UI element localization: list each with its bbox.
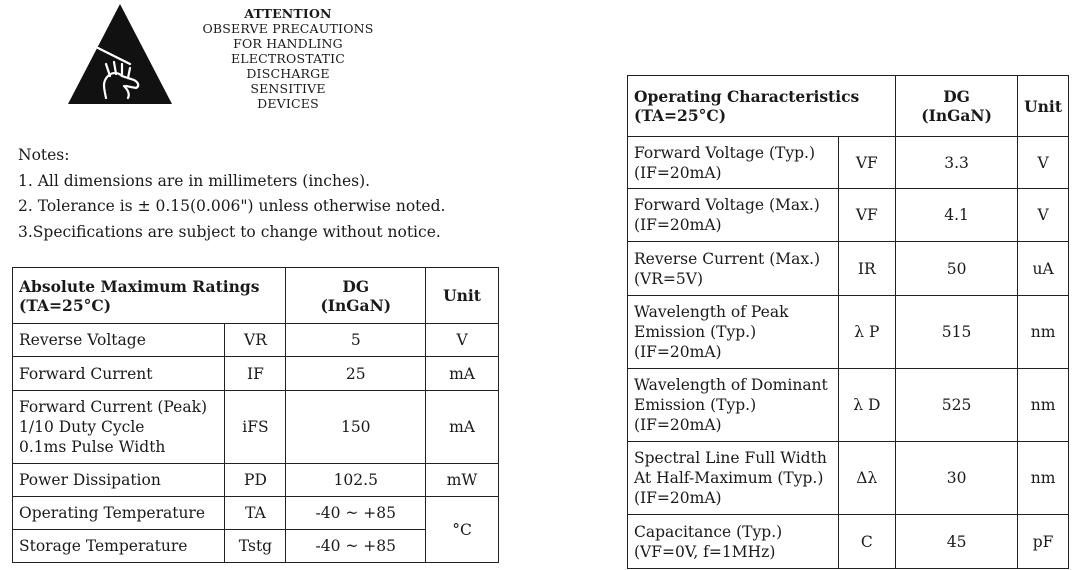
param-cell <box>628 296 839 369</box>
symbol-cell: C <box>838 515 895 569</box>
attention-line: FOR HANDLING <box>233 36 343 51</box>
param-cell <box>628 515 839 569</box>
symbol-cell: VF <box>838 189 895 242</box>
note-item: 2. Tolerance is ± 0.15(0.006") unless otherwise noted. <box>18 197 446 215</box>
dg-label: DG <box>342 276 370 296</box>
param-line: (VR=5V) <box>634 269 704 288</box>
param-cell: Reverse Voltage <box>13 324 225 357</box>
param-line: (IF=20mA) <box>634 163 722 182</box>
operating-characteristics-table <box>627 75 1069 569</box>
dg-sublabel: (InGaN) <box>320 295 392 315</box>
attention-line: SENSITIVE <box>250 81 326 96</box>
value-cell: -40 ~ +85 <box>286 530 426 563</box>
symbol-cell: Δλ <box>838 442 895 515</box>
param-line: 1/10 Duty Cycle <box>19 418 145 436</box>
unit-cell: nm <box>1018 442 1069 515</box>
param-line: Wavelength of Peak <box>634 303 789 321</box>
param-cell <box>628 189 839 242</box>
table-title: Absolute Maximum Ratings <box>19 276 260 296</box>
symbol-cell: VF <box>838 137 895 189</box>
value-cell: 102.5 <box>286 464 426 497</box>
table-row <box>13 324 499 357</box>
symbol-cell: VR <box>225 324 286 357</box>
table-row <box>628 515 1069 569</box>
unit-cell: pF <box>1018 515 1069 569</box>
value-cell: 45 <box>896 515 1018 569</box>
param-line: 0.1ms Pulse Width <box>19 438 166 456</box>
param-line: Emission (Typ.) <box>634 396 757 414</box>
dg-sublabel: (InGaN) <box>921 106 992 125</box>
unit-cell: uA <box>1018 242 1069 296</box>
param-cell: Power Dissipation <box>13 464 225 497</box>
dg-label: DG <box>943 87 970 106</box>
param-line: Spectral Line Full Width <box>634 449 827 467</box>
unit-cell: V <box>426 324 499 357</box>
param-line: (IF=20mA) <box>634 216 722 234</box>
table-row <box>13 464 499 497</box>
param-line: Emission (Typ.) <box>634 323 757 341</box>
table-row <box>628 442 1069 515</box>
dg-column-header <box>286 268 426 324</box>
value-cell: 150 <box>286 391 426 464</box>
symbol-cell: Tstg <box>225 530 286 563</box>
value-cell: 3.3 <box>896 137 1018 189</box>
value-cell: 4.1 <box>896 189 1018 242</box>
value-cell: 50 <box>896 242 1018 296</box>
param-cell <box>628 442 839 515</box>
param-line: Forward Voltage (Max.) <box>634 196 820 214</box>
param-cell: Storage Temperature <box>13 530 225 563</box>
symbol-cell: λ D <box>838 369 895 442</box>
param-line: Forward Current (Peak) <box>19 398 208 416</box>
value-cell: 25 <box>286 357 426 391</box>
table-row <box>13 357 499 391</box>
table-row <box>13 391 499 464</box>
unit-cell: mA <box>426 391 499 464</box>
param-cell <box>628 137 839 189</box>
symbol-cell: iFS <box>225 391 286 464</box>
param-line: (VF=0V, f=1MHz) <box>634 542 776 561</box>
unit-cell: °C <box>426 497 499 563</box>
attention-line: DEVICES <box>257 96 319 111</box>
value-cell: 515 <box>896 296 1018 369</box>
attention-line: DISCHARGE <box>246 66 330 81</box>
value-cell: -40 ~ +85 <box>286 497 426 530</box>
table-row <box>628 189 1069 242</box>
table-title-cell <box>13 268 286 324</box>
param-cell <box>13 391 225 464</box>
notes-heading: Notes: <box>18 146 70 164</box>
value-cell: 5 <box>286 324 426 357</box>
param-line: Wavelength of Dominant <box>634 376 828 394</box>
symbol-cell: IF <box>225 357 286 391</box>
table-row <box>13 497 499 530</box>
value-cell: 30 <box>896 442 1018 515</box>
param-cell <box>628 369 839 442</box>
note-item: 1. All dimensions are in millimeters (inches). <box>18 171 371 190</box>
unit-column-header: Unit <box>426 268 499 324</box>
value-cell: 525 <box>896 369 1018 442</box>
table-row <box>628 137 1069 189</box>
param-line: At Half-Maximum (Typ.) <box>634 469 824 487</box>
symbol-cell: IR <box>838 242 895 296</box>
attention-title: ATTENTION <box>244 6 332 21</box>
note-item: 3.Specifications are subject to change without notice. <box>18 222 441 241</box>
symbol-cell: TA <box>225 497 286 530</box>
table-condition: (TA=25°C) <box>634 106 727 125</box>
table-row <box>628 242 1069 296</box>
table-row <box>628 369 1069 442</box>
unit-cell: mW <box>426 464 499 497</box>
symbol-cell: λ P <box>838 296 895 369</box>
esd-attention-text <box>200 6 376 111</box>
param-cell: Forward Current <box>13 357 225 391</box>
unit-cell: nm <box>1018 296 1069 369</box>
table-title: Operating Characteristics <box>634 87 860 106</box>
unit-cell: V <box>1018 189 1069 242</box>
unit-cell: mA <box>426 357 499 391</box>
absolute-maximum-ratings-table <box>12 267 499 563</box>
param-line: Reverse Current (Max.) <box>634 249 821 268</box>
dg-column-header <box>896 76 1018 137</box>
param-line: (IF=20mA) <box>634 489 722 507</box>
table-row <box>13 530 499 563</box>
unit-column-header: Unit <box>1018 76 1069 137</box>
unit-cell: nm <box>1018 369 1069 442</box>
esd-warning-icon <box>66 2 174 106</box>
notes-section <box>18 143 445 245</box>
symbol-cell: PD <box>225 464 286 497</box>
param-cell <box>628 242 839 296</box>
attention-line: ELECTROSTATIC <box>230 51 346 66</box>
table-title-cell <box>628 76 896 137</box>
attention-line: OBSERVE PRECAUTIONS <box>202 21 374 36</box>
table-condition: (TA=25°C) <box>19 295 112 315</box>
param-line: Capacitance (Typ.) <box>634 522 783 541</box>
param-line: Forward Voltage (Typ.) <box>634 143 816 162</box>
param-cell: Operating Temperature <box>13 497 225 530</box>
table-row <box>628 296 1069 369</box>
param-line: (IF=20mA) <box>634 343 722 361</box>
unit-cell: V <box>1018 137 1069 189</box>
param-line: (IF=20mA) <box>634 416 722 434</box>
